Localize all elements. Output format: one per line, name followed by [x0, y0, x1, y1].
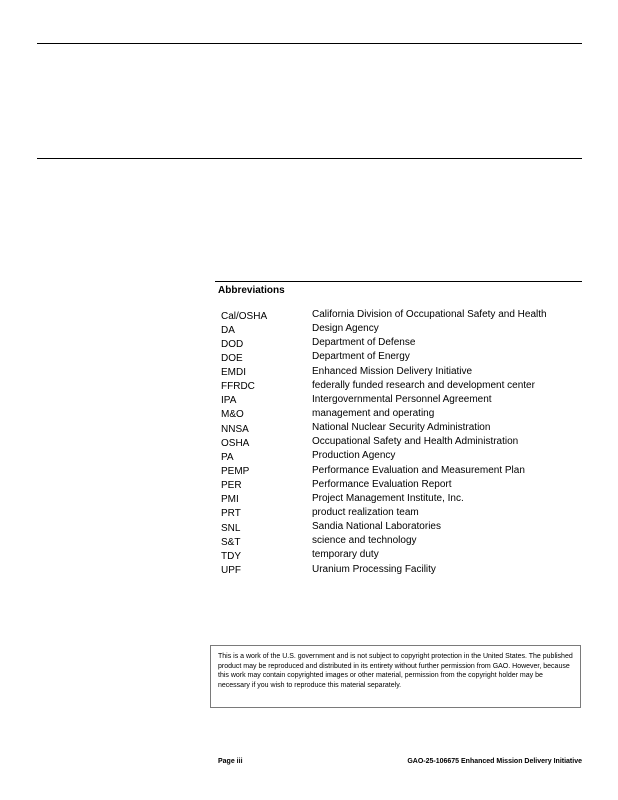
abbreviation-definition: federally funded research and development center — [312, 379, 535, 391]
report-title: GAO-25-106675 Enhanced Mission Delivery Initiative — [407, 758, 582, 765]
abbreviation-term: DOE — [221, 352, 243, 364]
abbreviation-term: SNL — [221, 522, 241, 534]
abbreviation-definition: Department of Energy — [312, 351, 410, 363]
abbreviation-definition: California Division of Occupational Safety and Health — [312, 309, 547, 320]
abbreviation-definition: Project Management Institute, Inc. — [312, 492, 464, 504]
abbreviation-definition: Production Agency — [312, 450, 396, 462]
abbreviation-definition: Sandia National Laboratories — [312, 521, 441, 533]
abbreviations-rule — [215, 281, 582, 282]
abbreviation-term: PRT — [221, 508, 241, 520]
abbreviation-definition: science and technology — [312, 535, 417, 547]
abbreviation-term: PEMP — [221, 466, 250, 478]
abbreviation-term: DA — [221, 324, 235, 336]
abbreviation-definition: National Nuclear Security Administration — [312, 422, 491, 434]
abbreviation-term: UPF — [221, 565, 241, 577]
abbreviation-term: PMI — [221, 494, 239, 506]
abbreviation-term: DOD — [221, 338, 244, 350]
abbreviation-term: FFRDC — [221, 381, 255, 393]
abbreviation-definition: Enhanced Mission Delivery Initiative — [312, 365, 473, 377]
abbreviation-definition: Uranium Processing Facility — [312, 563, 436, 575]
abbreviation-definition: Performance Evaluation Report — [312, 478, 452, 490]
abbreviation-definition: product realization team — [312, 506, 419, 518]
abbreviation-term: OSHA — [221, 437, 250, 449]
abbreviation-definition: Intergovernmental Personnel Agreement — [312, 393, 492, 405]
abbreviation-term: NNSA — [221, 423, 249, 435]
abbreviations-heading: Abbreviations — [218, 285, 285, 296]
abbreviation-term: S&T — [221, 536, 241, 548]
abbreviation-term: TDY — [221, 550, 241, 562]
top-rule — [37, 43, 582, 44]
abbreviation-definition: temporary duty — [312, 549, 379, 561]
abbreviation-definition: management and operating — [312, 407, 435, 419]
abbreviation-term: PA — [221, 451, 234, 463]
abbreviation-definition: Department of Defense — [312, 337, 416, 349]
abbreviation-term: IPA — [221, 395, 237, 407]
abbreviation-definition: Design Agency — [312, 323, 379, 335]
copyright-notice-box — [210, 645, 581, 708]
abbreviation-term: EMDI — [221, 367, 246, 379]
abbreviation-definition: Occupational Safety and Health Administration — [312, 436, 519, 448]
copyright-notice-text: This is a work of the U.S. government and is not subject to copyright protection in the United States. The published product may be reproduced and distributed in its entirety without further permission from GAO. However, because this work may contain copyrighted images or other material, permission from the copyright holder may be necessary if you wish to reproduce this material separately. — [218, 653, 573, 689]
section-rule — [37, 158, 582, 159]
abbreviation-term: PER — [221, 480, 242, 492]
abbreviation-term: Cal/OSHA — [221, 310, 268, 322]
abbreviation-definition: Performance Evaluation and Measurement Plan — [312, 464, 525, 476]
page-number: Page iii — [218, 758, 243, 765]
abbreviation-term: M&O — [221, 409, 244, 421]
